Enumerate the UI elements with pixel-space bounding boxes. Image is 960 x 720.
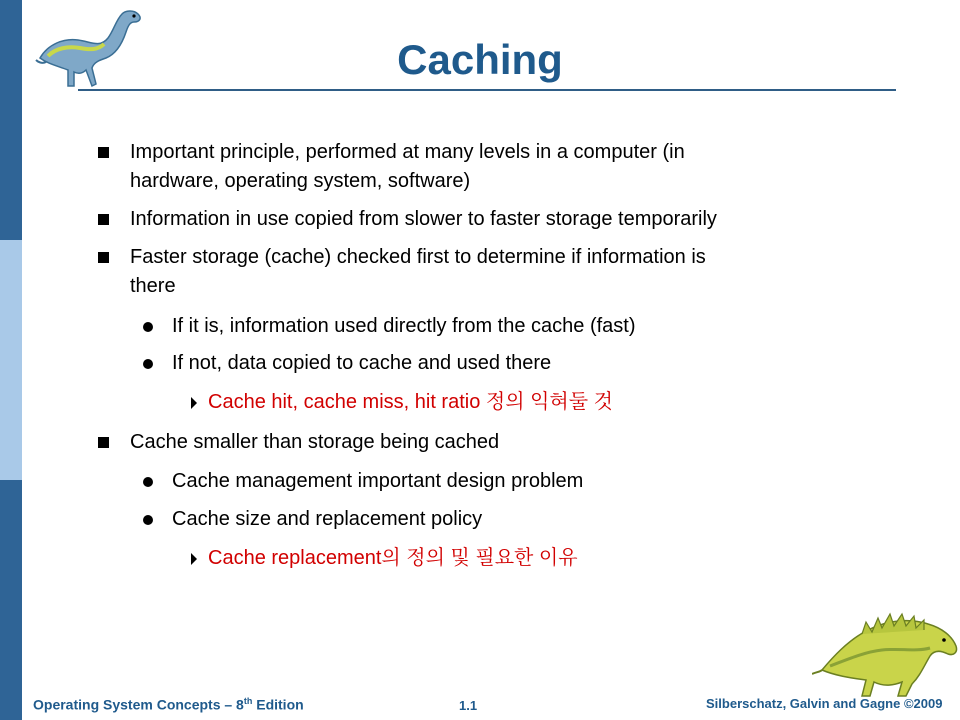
bullet-text	[130, 243, 900, 301]
bullet-line: hardware, operating system, software)	[130, 170, 471, 192]
bullet-text	[208, 544, 900, 573]
footer-page-number: 1.1	[459, 698, 478, 713]
round-bullet-icon	[143, 359, 153, 369]
arrow-bullet-icon	[191, 397, 197, 409]
bullet-line: Faster storage (cache) checked first to determine if information is	[130, 246, 706, 268]
square-bullet-icon	[98, 214, 109, 225]
footer-book-title-main: Operating System Concepts – 8	[33, 696, 244, 713]
dinosaur-mascot-icon	[812, 600, 960, 700]
round-bullet-icon	[143, 515, 153, 525]
bullet-text	[130, 428, 900, 457]
bullet-line: Cache management important design problem	[172, 470, 584, 492]
bullet-line: Information in use copied from slower to faster storage temporarily	[130, 208, 717, 230]
title-underline	[78, 89, 896, 91]
round-bullet-icon	[143, 322, 153, 332]
bullet-line: there	[130, 275, 176, 297]
bullet-line: Cache size and replacement policy	[172, 508, 483, 530]
bullet-text	[172, 349, 900, 378]
square-bullet-icon	[98, 147, 109, 158]
bullet-line: Important principle, performed at many levels in a computer (in	[130, 141, 685, 163]
arrow-bullet-icon	[191, 553, 197, 565]
bullet-line: Cache hit, cache miss, hit ratio 정의 익혀둘 것	[208, 391, 613, 413]
footer-book-title-sup: th	[243, 696, 253, 706]
bullet-line: Cache replacement의 정의 및 필요한 이유	[208, 547, 578, 569]
bullet-line: Cache smaller than storage being cached	[130, 431, 500, 453]
round-bullet-icon	[143, 477, 153, 487]
bullet-text	[172, 467, 900, 496]
bullet-text	[130, 205, 900, 234]
footer-book-title	[33, 696, 304, 713]
bullet-text	[208, 388, 900, 417]
square-bullet-icon	[98, 252, 109, 263]
bullet-text	[130, 138, 900, 196]
square-bullet-icon	[98, 437, 109, 448]
left-decorative-bar	[0, 0, 22, 720]
bullet-text	[172, 505, 900, 534]
left-bar-bottom-segment	[0, 480, 22, 720]
bullet-line: If not, data copied to cache and used there	[172, 352, 552, 374]
left-bar-middle-segment	[0, 240, 22, 480]
bullet-text	[172, 312, 900, 341]
bullet-line: If it is, information used directly from the cache (fast)	[172, 315, 636, 337]
slide-title: Caching	[397, 36, 563, 83]
footer-book-title-end: Edition	[252, 696, 304, 713]
footer-authors: Silberschatz, Galvin and Gagne ©2009	[706, 696, 943, 711]
